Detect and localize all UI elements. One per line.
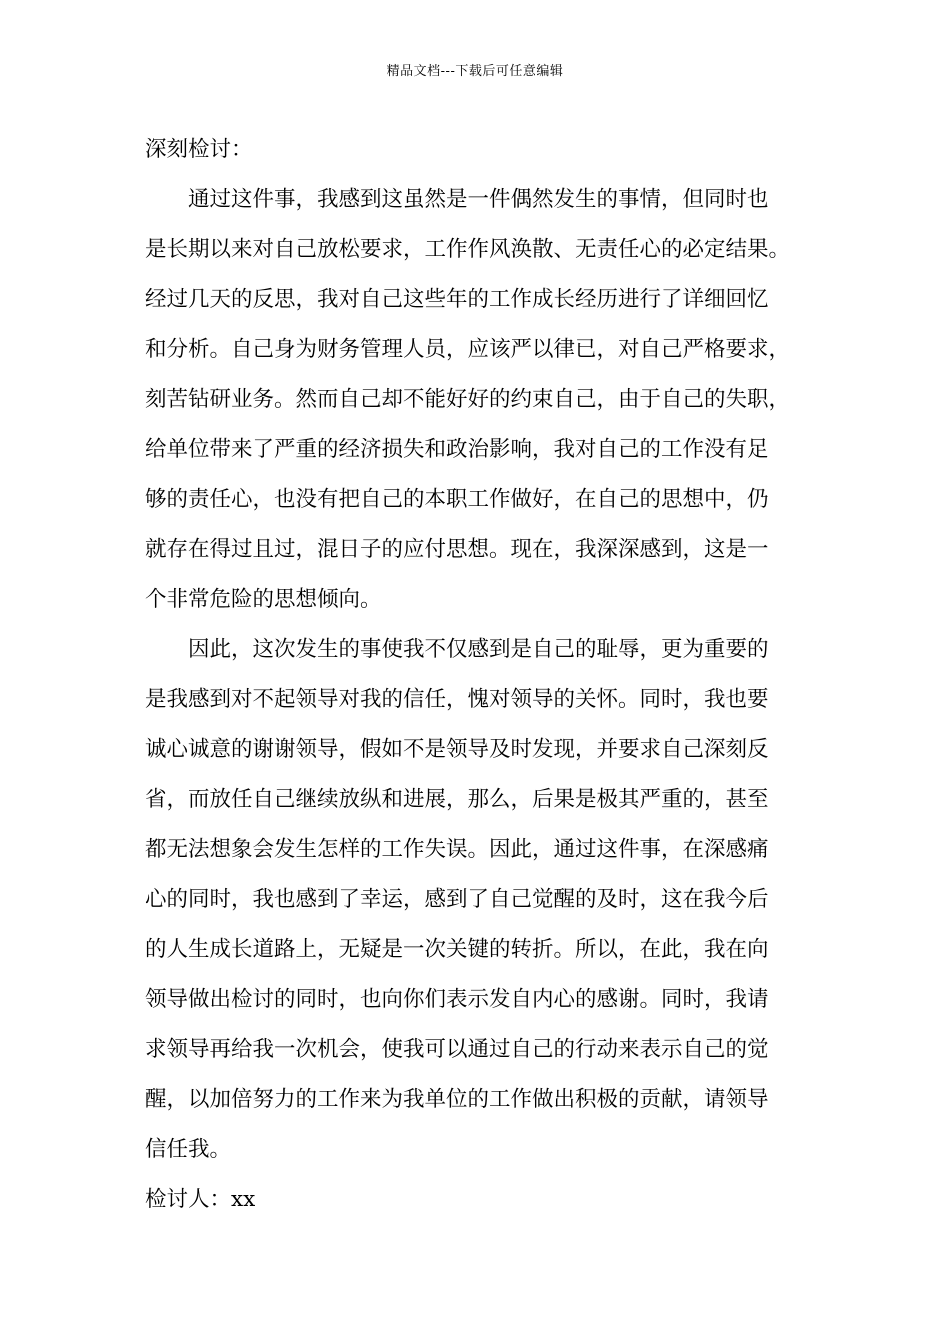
paragraph-line: 的人生成长道路上，无疑是一次关键的转折。所以，在此，我在向 bbox=[145, 937, 769, 962]
paragraph-line: 心的同时，我也感到了幸运，感到了自己觉醒的及时，这在我今后 bbox=[145, 887, 769, 912]
paragraph-line: 个非常危险的思想倾向。 bbox=[145, 587, 382, 612]
paragraph-2 bbox=[145, 625, 825, 1175]
paragraph-line: 信任我。 bbox=[145, 1137, 232, 1162]
paragraph-line: 因此，这次发生的事使我不仅感到是自己的耻辱，更为重要的 bbox=[188, 637, 769, 662]
paragraph-line: 求领导再给我一次机会，使我可以通过自己的行动来表示自己的觉 bbox=[145, 1037, 769, 1062]
document-body bbox=[145, 125, 825, 1225]
paragraph-line: 通过这件事，我感到这虽然是一件偶然发生的事情，但同时也 bbox=[188, 187, 769, 212]
paragraph-line: 领导做出检讨的同时，也向你们表示发自内心的感谢。同时，我请 bbox=[145, 987, 769, 1012]
paragraph-1 bbox=[145, 175, 825, 625]
paragraph-line: 够的责任心，也没有把自己的本职工作做好，在自己的思想中，仍 bbox=[145, 487, 769, 512]
paragraph-line: 醒，以加倍努力的工作来为我单位的工作做出积极的贡献，请领导 bbox=[145, 1087, 769, 1112]
signature: 检讨人：xx bbox=[145, 1187, 256, 1212]
paragraph-line: 省，而放任自己继续放纵和进展，那么，后果是极其严重的，甚至 bbox=[145, 787, 769, 812]
paragraph-line: 都无法想象会发生怎样的工作失误。因此，通过这件事，在深感痛 bbox=[145, 837, 769, 862]
paragraph-line: 诚心诚意的谢谢领导，假如不是领导及时发现，并要求自己深刻反 bbox=[145, 737, 769, 762]
page-header: 精品文档---下载后可任意编辑 bbox=[386, 64, 564, 79]
paragraph-line: 经过几天的反思，我对自己这些年的工作成长经历进行了详细回忆 bbox=[145, 287, 769, 312]
paragraph-line: 就存在得过且过，混日子的应付思想。现在，我深深感到，这是一 bbox=[145, 537, 769, 562]
paragraph-line: 是我感到对不起领导对我的信任，愧对领导的关怀。同时，我也要 bbox=[145, 687, 769, 712]
salutation: 深刻检讨： bbox=[145, 137, 253, 162]
paragraph-line: 给单位带来了严重的经济损失和政治影响，我对自己的工作没有足 bbox=[145, 437, 769, 462]
paragraph-line: 和分析。自己身为财务管理人员，应该严以律已，对自己严格要求， bbox=[145, 337, 791, 362]
paragraph-line: 是长期以来对自己放松要求，工作作风涣散、无责任心的必定结果。 bbox=[145, 237, 791, 262]
paragraph-line: 刻苦钻研业务。然而自己却不能好好的约束自己，由于自己的失职， bbox=[145, 387, 791, 412]
